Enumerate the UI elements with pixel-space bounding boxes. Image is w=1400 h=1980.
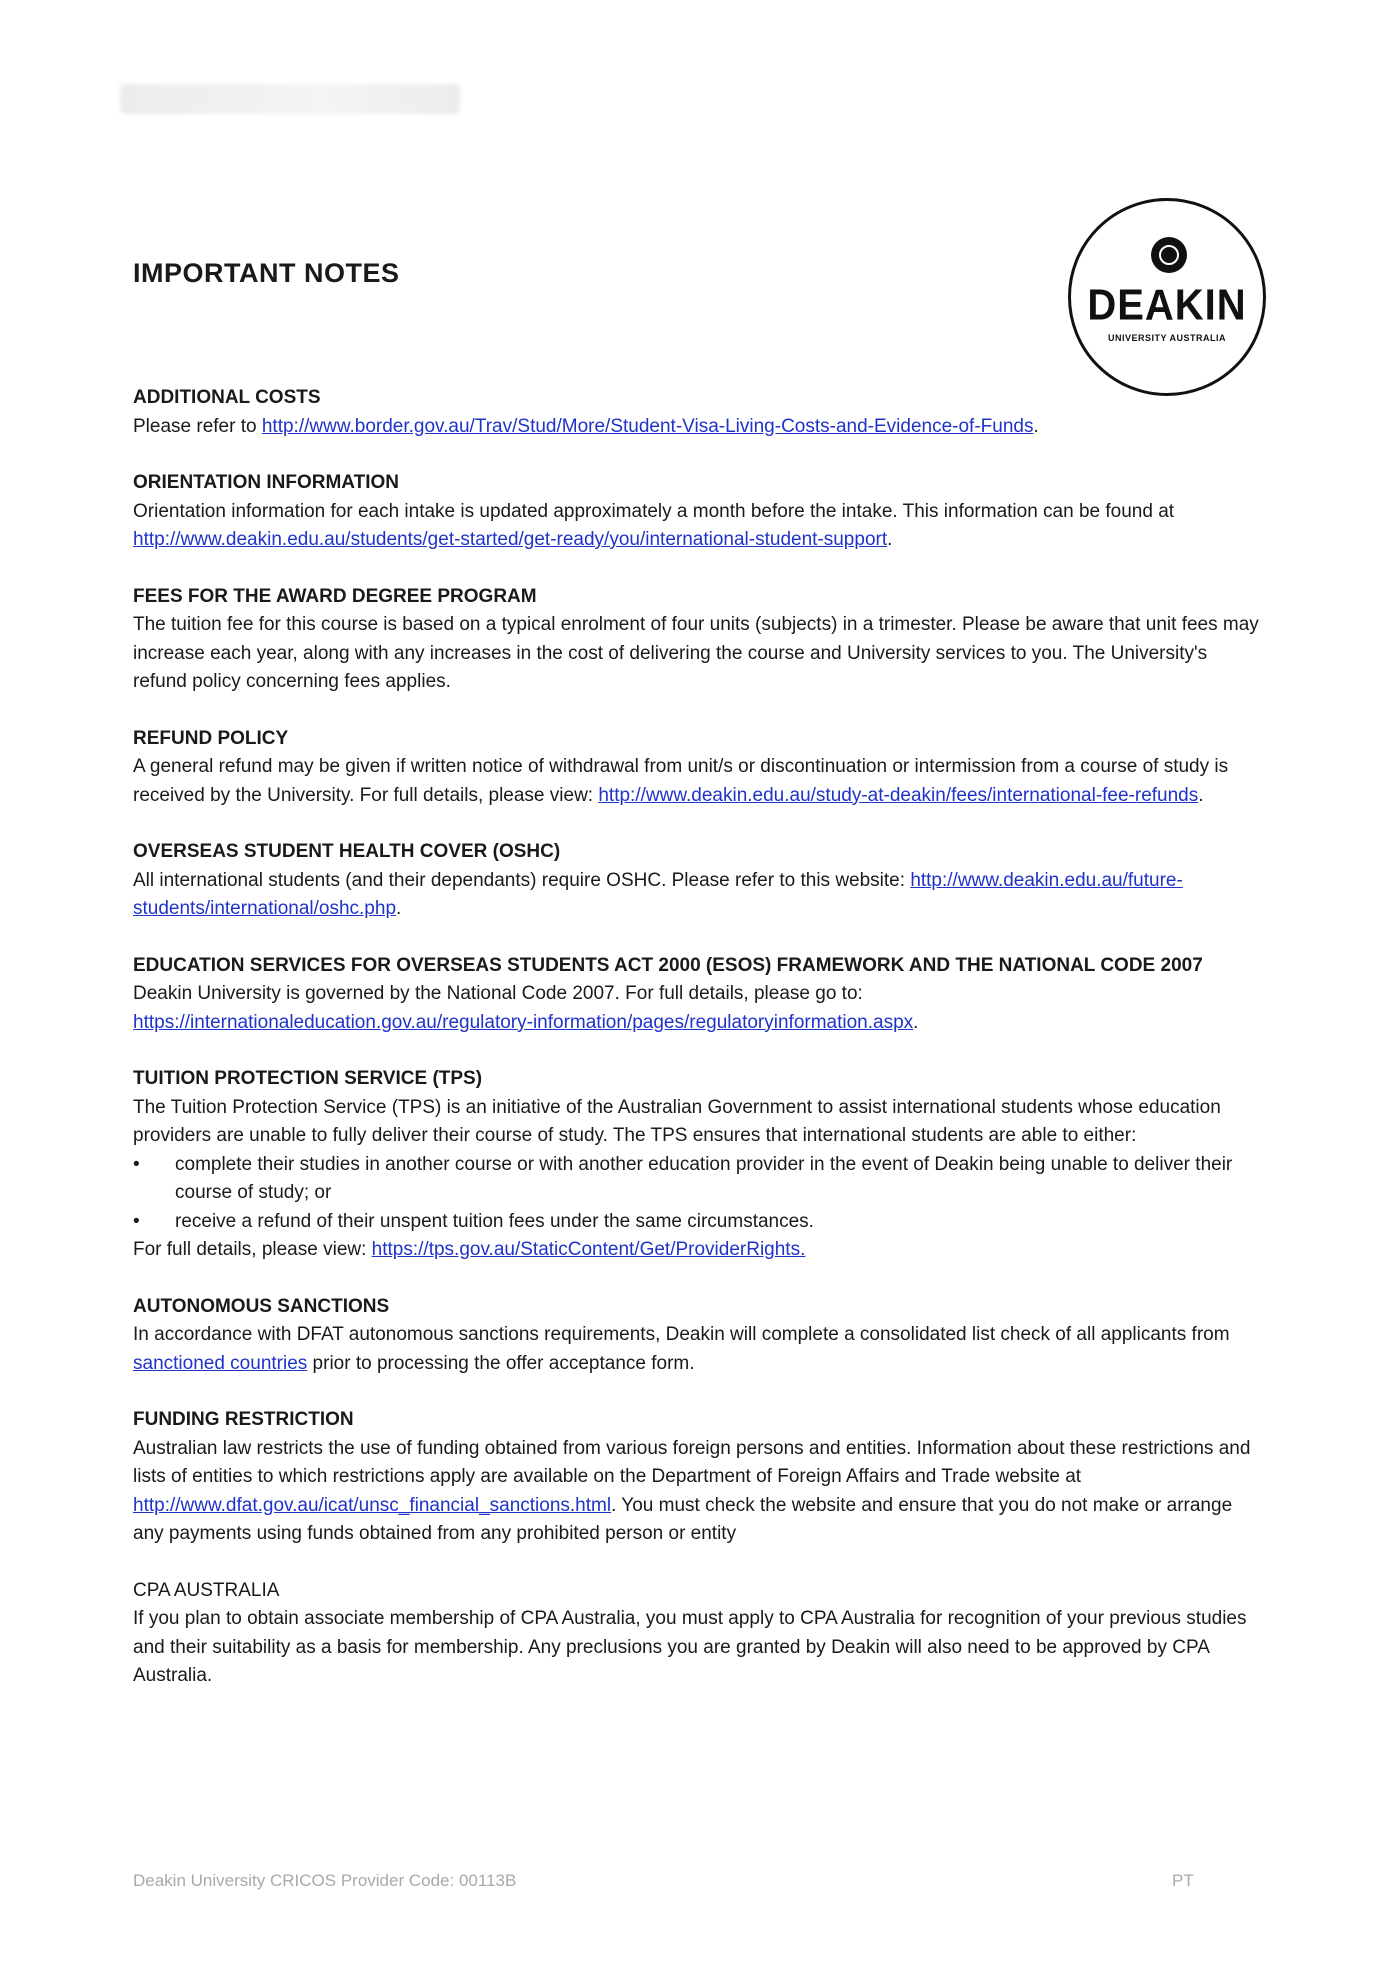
section-heading: EDUCATION SERVICES FOR OVERSEAS STUDENTS ACT 2000 (ESOS) FRAMEWORK AND THE NATIONAL CODE 2007 [133,954,1203,976]
text-fragment: prior to processing the offer acceptance form. [307,1352,695,1374]
section-cpa-australia [133,1577,1263,1691]
section-esos [133,952,1263,1038]
esos-link[interactable]: https://internationaleducation.gov.au/regulatory-information/pages/regulatoryinformation.aspx [133,1011,914,1033]
section-heading: AUTONOMOUS SANCTIONS [133,1295,390,1317]
text-fragment: For full details, please view: [133,1239,372,1260]
text-fragment: . [1198,784,1204,806]
section-heading: FUNDING RESTRICTION [133,1409,354,1430]
dfat-link[interactable]: http://www.dfat.gov.au/icat/unsc_financial_sanctions.html [133,1494,612,1516]
oshc-link[interactable]: http://www.deakin.edu.au/future-students/international/oshc.php [133,869,1183,919]
orientation-link[interactable]: http://www.deakin.edu.au/students/get-started/get-ready/you/international-student-support [133,529,888,550]
text-fragment: Australian law restricts the use of funding obtained from various foreign persons and entities. Information about these restrictions and lists of entities to which restrictions apply are available on the Department of Foreign Affairs and Trade website at [133,1437,1251,1487]
section-tps [133,1065,1263,1265]
page-title: IMPORTANT NOTES [133,258,400,288]
section-text: The Tuition Protection Service (TPS) is an initiative of the Australian Government to assist international students whose education providers are unable to fully deliver their course of study. The TPS ensures that international students are able to either: [133,1096,1221,1146]
text-fragment: All international students (and their dependants) require OSHC. Please refer to this website: [133,869,911,891]
notes-content [133,384,1263,1719]
text-fragment: Deakin University is governed by the National Code 2007. For full details, please go to: [133,983,863,1004]
footer-cricos: Deakin University CRICOS Provider Code: 00113B [133,1871,517,1890]
section-heading: CPA AUSTRALIA [133,1579,280,1601]
section-orientation [133,469,1263,555]
section-refund-policy [133,725,1263,811]
section-text [133,1321,1263,1378]
section-fees [133,583,1263,697]
sanctioned-countries-link[interactable]: sanctioned countries [133,1352,308,1374]
section-funding-restriction [133,1406,1263,1549]
text-fragment: . [887,529,893,550]
crest-icon [1151,237,1187,273]
tps-bullet-list [133,1151,1263,1237]
logo-name: DEAKIN [1087,280,1247,330]
text-fragment: In accordance with DFAT autonomous sanctions requirements, Deakin will complete a consolidated list check of all applicants from [133,1324,1230,1345]
text-fragment: . [1033,415,1039,437]
section-text [133,867,1263,924]
section-heading: ADDITIONAL COSTS [133,387,321,408]
tps-link[interactable]: https://tps.gov.au/StaticContent/Get/ProviderRights. [371,1239,806,1260]
list-item: • receive a refund of their unspent tuition fees under the same circumstances. [175,1208,1263,1237]
text-fragment: Please refer to [133,415,262,437]
section-text: The tuition fee for this course is based on a typical enrolment of four units (subjects) in a trimester. Please be aware that unit fees may increase each year, along with any increases in the cost of delivering the course and University services to you. The University's refund policy concerning fees applies. [133,614,1259,692]
section-heading: TUITION PROTECTION SERVICE (TPS) [133,1068,483,1089]
text-fragment: . You must check the website and ensure that you do not make or arrange any payments using funds obtained from any prohibited person or entity [133,1494,1233,1544]
logo-subtitle: UNIVERSITY AUSTRALIA [1107,333,1226,343]
redacted-header [120,84,460,114]
deakin-logo [1068,198,1266,396]
refund-link[interactable]: http://www.deakin.edu.au/study-at-deakin/fees/international-fee-refunds [598,784,1199,806]
section-oshc [133,838,1263,924]
list-item: • complete their studies in another course or with another education provider in the event of Deakin being unable to deliver their course of study; or [175,1151,1263,1208]
section-additional-costs [133,384,1263,441]
border-gov-link[interactable]: http://www.border.gov.au/Trav/Stud/More/Student-Visa-Living-Costs-and-Evidence-of-Funds [261,415,1034,437]
section-text [133,498,1263,555]
text-fragment: . [396,898,402,919]
section-text [133,980,1263,1037]
text-fragment: Orientation information for each intake is updated approximately a month before the intake. This information can be found at [133,500,1175,522]
section-text [133,413,1263,442]
section-heading: REFUND POLICY [133,727,289,749]
section-heading: FEES FOR THE AWARD DEGREE PROGRAM [133,585,537,607]
footer-code: PT [1172,1871,1194,1890]
section-heading: ORIENTATION INFORMATION [133,472,399,493]
section-text [133,1435,1263,1549]
section-text [133,1236,1263,1265]
text-fragment: . [913,1011,919,1033]
section-heading: OVERSEAS STUDENT HEALTH COVER (OSHC) [133,841,561,862]
section-sanctions [133,1293,1263,1379]
section-text: If you plan to obtain associate membership of CPA Australia, you must apply to CPA Australia for recognition of your previous studies and their suitability as a basis for membership. Any preclusions you are granted by Deakin will also need to be approved by CPA Australia. [133,1608,1247,1686]
text-fragment: A general refund may be given if written notice of withdrawal from unit/s or discontinuation or intermission from a course of study is received by the University. For full details, please view: [133,756,1229,806]
section-text [133,753,1263,810]
